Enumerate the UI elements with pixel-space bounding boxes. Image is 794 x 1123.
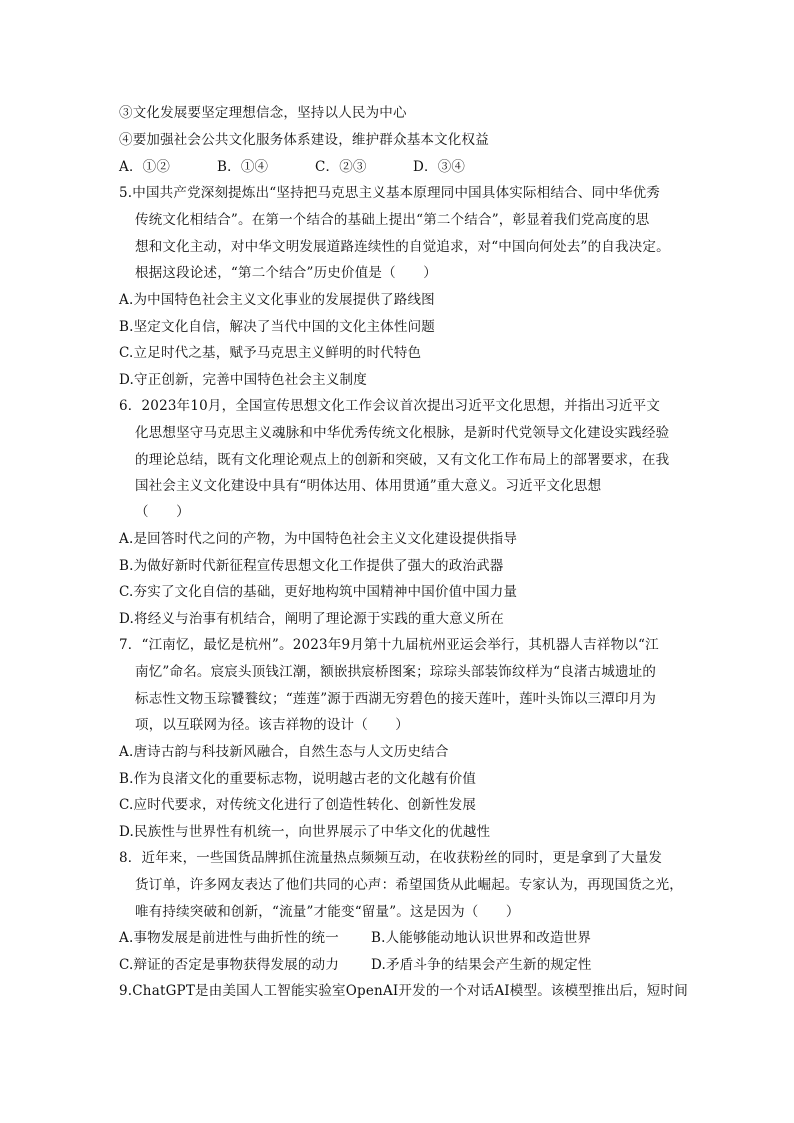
- choice-option: D.矛盾斗争的结果会产生新的规定性: [371, 957, 592, 973]
- choice-option: A.事物发展是前进性与曲折性的统一: [119, 930, 339, 946]
- text-line: B.为做好新时代新征程宣传思想文化工作提供了强大的政治武器: [119, 558, 504, 574]
- text-line: 化思想坚守马克思主义魂脉和中华优秀传统文化根脉，是新时代党领导文化建设实践经验: [135, 425, 670, 441]
- text-line: 南忆”命名。宸宸头顶钱江潮，额嵌拱宸桥图案；琮琮头部装饰纹样为“良渚古城遗址的: [135, 664, 657, 680]
- text-line: 唯有持续突破和创新，“流量”才能变“留量”。这是因为（ ）: [135, 904, 520, 920]
- choice-option: C.辩证的否定是事物获得发展的动力: [119, 957, 340, 973]
- text-line: 9.ChatGPT是由美国人工智能实验室OpenAI开发的一个对话AI模型。该模型推出后，短时间: [119, 983, 688, 999]
- choice-option: C．②③: [315, 159, 367, 175]
- text-line: 8．近年来，一些国货品牌抓住流量热点频频互动，在收获粉丝的同时，更是拿到了大量发: [119, 850, 663, 866]
- text-line: [119, 956, 679, 974]
- text-line: 根据这段论述，“第二个结合”历史价值是（ ）: [135, 265, 437, 281]
- choice-option: D．③④: [413, 159, 466, 175]
- text-line: 货订单，许多网友表达了他们共同的心声：希望国货从此崛起。专家认为，再现国货之光，: [135, 877, 683, 893]
- text-line: A.唐诗古韵与科技新风融合，自然生态与人文历史结合: [119, 744, 449, 760]
- text-line: [119, 929, 679, 947]
- text-line: A.为中国特色社会主义文化事业的发展提供了路线图: [119, 292, 435, 308]
- text-line: （ ）: [135, 504, 190, 520]
- choice-option: B．①④: [217, 159, 269, 175]
- text-line: 6．2023年10月，全国宣传思想文化工作会议首次提出习近平文化思想，并指出习近平文: [119, 398, 661, 414]
- text-line: 7．“江南忆，最忆是杭州”。2023年9月第十九届杭州亚运会举行，其机器人吉祥物以“江: [119, 637, 659, 653]
- text-line: C.立足时代之基，赋予马克思主义鲜明的时代特色: [119, 345, 422, 361]
- text-line: B.作为良渚文化的重要标志物，说明越古老的文化越有价值: [119, 771, 477, 787]
- text-line: 的理论总结，既有文化理论观点上的创新和突破，又有文化工作布局上的部署要求，在我: [135, 452, 670, 468]
- text-line: ③文化发展要坚定理想信念，坚持以人民为中心: [119, 105, 407, 121]
- text-line: A.是回答时代之问的产物，为中国特色社会主义文化建设提供指导: [119, 531, 518, 547]
- text-line: D.守正创新，完善中国特色社会主义制度: [119, 372, 367, 388]
- text-line: 想和文化主动，对中华文明发展道路连续性的自觉追求，对“中国向何处去”的自我决定。: [135, 239, 670, 255]
- text-line: 5.中国共产党深刻提炼出“坚持把马克思主义基本原理同中国具体实际相结合、同中华优秀: [119, 185, 660, 201]
- text-line: 传统文化相结合”。在第一个结合的基础上提出“第二个结合”，彰显着我们党高度的思: [135, 212, 650, 228]
- choice-option: A．①②: [119, 159, 171, 175]
- text-line: 项，以互联网为径。该吉祥物的设计（ ）: [135, 717, 409, 733]
- text-line: 国社会主义文化建设中具有“明体达用、体用贯通”重大意义。习近平文化思想: [135, 478, 602, 494]
- text-line: B.坚定文化自信，解决了当代中国的文化主体性问题: [119, 319, 436, 335]
- choice-option: B.人能够能动地认识世界和改造世界: [371, 930, 592, 946]
- text-line: D.民族性与世界性有机统一，向世界展示了中华文化的优越性: [119, 824, 491, 840]
- text-line: C.夯实了文化自信的基础，更好地构筑中国精神中国价值中国力量: [119, 584, 518, 600]
- text-line: D.将经义与治事有机结合，阐明了理论源于实践的重大意义所在: [119, 611, 504, 627]
- text-line: [119, 158, 679, 176]
- text-line: 标志性文物玉琮饕餮纹；“莲莲”源于西湖无穷碧色的接天莲叶，莲叶头饰以三潭印月为: [135, 691, 657, 707]
- text-line: ④要加强社会公共文化服务体系建设，维护群众基本文化权益: [119, 132, 489, 148]
- text-line: C.应时代要求，对传统文化进行了创造性转化、创新性发展: [119, 797, 477, 813]
